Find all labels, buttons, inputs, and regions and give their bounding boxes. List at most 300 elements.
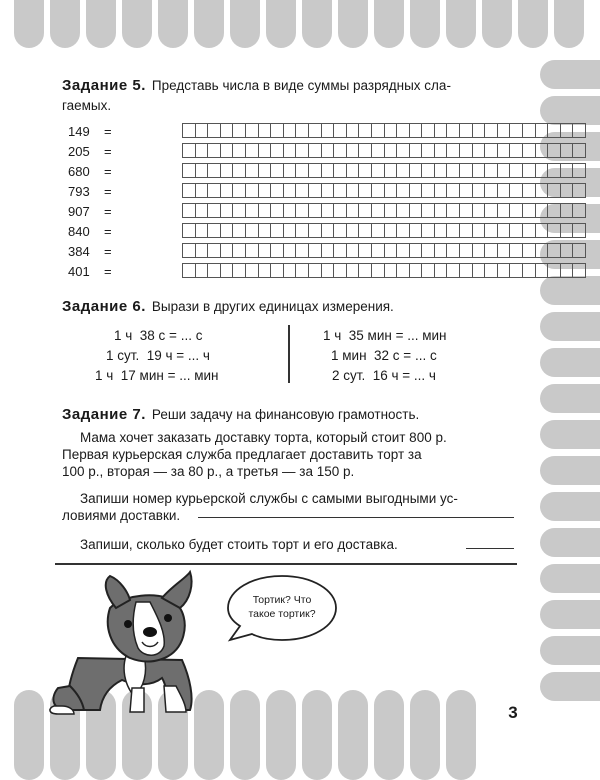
section-separator — [55, 563, 517, 565]
grid-cell[interactable] — [560, 183, 573, 198]
grid-cell[interactable] — [409, 243, 422, 258]
grid-cell[interactable] — [421, 163, 434, 178]
grid-cell[interactable] — [195, 203, 208, 218]
grid-cell[interactable] — [333, 263, 346, 278]
grid-cell[interactable] — [182, 163, 195, 178]
task7-problem-line3: 100 р., вторая — за 80 р., а третья — за 150 р. — [62, 464, 355, 479]
grid-cell[interactable] — [434, 243, 447, 258]
equals-sign: = — [104, 264, 112, 279]
grid-cell[interactable] — [547, 243, 560, 258]
grid-cell[interactable] — [346, 143, 359, 158]
answer-line-1[interactable] — [198, 517, 514, 518]
grid-cell[interactable] — [572, 203, 586, 218]
grid-cell[interactable] — [497, 143, 510, 158]
grid-cell[interactable] — [232, 223, 245, 238]
grid-cell[interactable] — [333, 123, 346, 138]
equals-sign: = — [104, 244, 112, 259]
grid-cell[interactable] — [358, 243, 371, 258]
grid-cell[interactable] — [409, 223, 422, 238]
grid-cell[interactable] — [321, 123, 334, 138]
grid-cell[interactable] — [384, 243, 397, 258]
grid-cell[interactable] — [547, 123, 560, 138]
grid-cell[interactable] — [497, 183, 510, 198]
grid-cell[interactable] — [409, 203, 422, 218]
grid-cell[interactable] — [195, 163, 208, 178]
grid-cell[interactable] — [572, 243, 586, 258]
grid-cell[interactable] — [497, 163, 510, 178]
grid-cell[interactable] — [522, 163, 535, 178]
grid-cell[interactable] — [220, 263, 233, 278]
grid-cell[interactable] — [371, 163, 384, 178]
answer-grid[interactable] — [182, 163, 586, 178]
grid-cell[interactable] — [321, 183, 334, 198]
grid-cell[interactable] — [384, 263, 397, 278]
task5-title — [62, 76, 516, 116]
grid-cell[interactable] — [434, 203, 447, 218]
grid-cell[interactable] — [472, 183, 485, 198]
grid-cell[interactable] — [270, 243, 283, 258]
task7-question1 — [62, 490, 516, 524]
grid-cell[interactable] — [371, 123, 384, 138]
grid-cell[interactable] — [421, 223, 434, 238]
conversion-left-1: 1 ч 38 с = ... с — [114, 328, 203, 343]
grid-cell[interactable] — [484, 223, 497, 238]
grid-cell[interactable] — [207, 143, 220, 158]
grid-cell[interactable] — [459, 143, 472, 158]
grid-cell[interactable] — [371, 183, 384, 198]
task7-text: Реши задачу на финансовую грамотность. — [151, 407, 420, 422]
conversion-divider — [288, 325, 290, 383]
grid-cell[interactable] — [434, 223, 447, 238]
grid-cell[interactable] — [547, 163, 560, 178]
grid-cell[interactable] — [421, 243, 434, 258]
grid-cell[interactable] — [572, 143, 586, 158]
grid-cell[interactable] — [333, 203, 346, 218]
grid-cell[interactable] — [371, 263, 384, 278]
grid-cell[interactable] — [270, 183, 283, 198]
grid-cell[interactable] — [207, 243, 220, 258]
grid-cell[interactable] — [207, 123, 220, 138]
grid-cell[interactable] — [333, 223, 346, 238]
grid-cell[interactable] — [409, 163, 422, 178]
grid-cell[interactable] — [207, 183, 220, 198]
grid-cell[interactable] — [346, 203, 359, 218]
grid-cell[interactable] — [396, 143, 409, 158]
grid-cell[interactable] — [522, 203, 535, 218]
row-number: 680 — [68, 164, 90, 179]
grid-cell[interactable] — [258, 263, 271, 278]
grid-cell[interactable] — [308, 123, 321, 138]
grid-cell[interactable] — [459, 263, 472, 278]
grid-cell[interactable] — [283, 143, 296, 158]
grid-cell[interactable] — [245, 143, 258, 158]
grid-cell[interactable] — [421, 123, 434, 138]
grid-cell[interactable] — [333, 243, 346, 258]
grid-cell[interactable] — [195, 143, 208, 158]
grid-cell[interactable] — [270, 123, 283, 138]
grid-cell[interactable] — [484, 183, 497, 198]
grid-cell[interactable] — [446, 163, 459, 178]
grid-cell[interactable] — [421, 143, 434, 158]
speech-line2: такое тортик? — [248, 608, 316, 620]
grid-cell[interactable] — [182, 243, 195, 258]
grid-cell[interactable] — [258, 183, 271, 198]
grid-cell[interactable] — [283, 263, 296, 278]
grid-cell[interactable] — [258, 143, 271, 158]
grid-cell[interactable] — [182, 123, 195, 138]
grid-cell[interactable] — [560, 223, 573, 238]
page-number: 3 — [508, 703, 518, 722]
grid-cell[interactable] — [308, 263, 321, 278]
grid-cell[interactable] — [572, 163, 586, 178]
grid-cell[interactable] — [509, 263, 522, 278]
grid-cell[interactable] — [434, 183, 447, 198]
grid-cell[interactable] — [195, 123, 208, 138]
grid-cell[interactable] — [459, 163, 472, 178]
grid-cell[interactable] — [182, 203, 195, 218]
grid-cell[interactable] — [509, 143, 522, 158]
grid-cell[interactable] — [472, 143, 485, 158]
grid-cell[interactable] — [535, 203, 548, 218]
grid-cell[interactable] — [472, 243, 485, 258]
grid-cell[interactable] — [321, 243, 334, 258]
equals-sign: = — [104, 204, 112, 219]
grid-cell[interactable] — [182, 223, 195, 238]
grid-cell[interactable] — [333, 183, 346, 198]
grid-cell[interactable] — [535, 243, 548, 258]
grid-cell[interactable] — [560, 263, 573, 278]
answer-line-2[interactable] — [466, 548, 514, 549]
grid-cell[interactable] — [446, 263, 459, 278]
number-row — [62, 143, 512, 160]
grid-cell[interactable] — [270, 263, 283, 278]
grid-cell[interactable] — [371, 223, 384, 238]
grid-cell[interactable] — [409, 143, 422, 158]
grid-cell[interactable] — [384, 203, 397, 218]
grid-cell[interactable] — [522, 123, 535, 138]
equals-sign: = — [104, 164, 112, 179]
grid-cell[interactable] — [560, 143, 573, 158]
answer-grid[interactable] — [182, 203, 586, 218]
grid-cell[interactable] — [346, 263, 359, 278]
task6-label: Задание 6. — [62, 298, 146, 315]
grid-cell[interactable] — [384, 163, 397, 178]
grid-cell[interactable] — [421, 263, 434, 278]
grid-cell[interactable] — [497, 263, 510, 278]
grid-cell[interactable] — [484, 123, 497, 138]
grid-cell[interactable] — [396, 203, 409, 218]
grid-cell[interactable] — [245, 263, 258, 278]
grid-cell[interactable] — [308, 143, 321, 158]
task7-question2: Запиши, сколько будет стоить торт и его доставка. — [80, 537, 398, 552]
grid-cell[interactable] — [509, 123, 522, 138]
top-tabs-decoration — [0, 0, 600, 50]
grid-cell[interactable] — [245, 203, 258, 218]
equals-sign: = — [104, 224, 112, 239]
answer-grid[interactable] — [182, 143, 586, 158]
grid-cell[interactable] — [207, 263, 220, 278]
grid-cell[interactable] — [484, 163, 497, 178]
grid-cell[interactable] — [472, 263, 485, 278]
grid-cell[interactable] — [535, 263, 548, 278]
grid-cell[interactable] — [522, 243, 535, 258]
row-number: 907 — [68, 204, 90, 219]
grid-cell[interactable] — [295, 183, 308, 198]
grid-cell[interactable] — [497, 223, 510, 238]
grid-cell[interactable] — [484, 143, 497, 158]
grid-cell[interactable] — [535, 223, 548, 238]
grid-cell[interactable] — [258, 223, 271, 238]
grid-cell[interactable] — [358, 223, 371, 238]
grid-cell[interactable] — [547, 263, 560, 278]
grid-cell[interactable] — [459, 123, 472, 138]
grid-cell[interactable] — [308, 243, 321, 258]
grid-cell[interactable] — [522, 263, 535, 278]
number-row — [62, 263, 512, 280]
grid-cell[interactable] — [371, 143, 384, 158]
grid-cell[interactable] — [321, 143, 334, 158]
grid-cell[interactable] — [396, 263, 409, 278]
grid-cell[interactable] — [245, 123, 258, 138]
grid-cell[interactable] — [258, 163, 271, 178]
grid-cell[interactable] — [472, 123, 485, 138]
grid-cell[interactable] — [232, 183, 245, 198]
grid-cell[interactable] — [371, 203, 384, 218]
grid-cell[interactable] — [220, 143, 233, 158]
grid-cell[interactable] — [434, 163, 447, 178]
grid-cell[interactable] — [308, 203, 321, 218]
row-number: 793 — [68, 184, 90, 199]
grid-cell[interactable] — [358, 183, 371, 198]
grid-cell[interactable] — [560, 203, 573, 218]
grid-cell[interactable] — [346, 223, 359, 238]
grid-cell[interactable] — [522, 223, 535, 238]
grid-cell[interactable] — [308, 163, 321, 178]
number-row — [62, 223, 512, 240]
grid-cell[interactable] — [358, 123, 371, 138]
grid-cell[interactable] — [459, 203, 472, 218]
task5-text-line2: гаемых. — [62, 98, 112, 113]
grid-cell[interactable] — [220, 243, 233, 258]
grid-cell[interactable] — [409, 263, 422, 278]
grid-cell[interactable] — [560, 163, 573, 178]
grid-cell[interactable] — [245, 163, 258, 178]
grid-cell[interactable] — [346, 243, 359, 258]
grid-cell[interactable] — [434, 123, 447, 138]
grid-cell[interactable] — [535, 143, 548, 158]
grid-cell[interactable] — [321, 263, 334, 278]
grid-cell[interactable] — [535, 163, 548, 178]
grid-cell[interactable] — [484, 263, 497, 278]
grid-cell[interactable] — [384, 223, 397, 238]
grid-cell[interactable] — [308, 223, 321, 238]
grid-cell[interactable] — [472, 163, 485, 178]
grid-cell[interactable] — [384, 143, 397, 158]
grid-cell[interactable] — [333, 163, 346, 178]
grid-cell[interactable] — [295, 123, 308, 138]
grid-cell[interactable] — [547, 203, 560, 218]
grid-cell[interactable] — [572, 263, 586, 278]
grid-cell[interactable] — [295, 243, 308, 258]
conversion-right-1: 1 ч 35 мин = ... мин — [323, 328, 447, 343]
grid-cell[interactable] — [283, 183, 296, 198]
grid-cell[interactable] — [509, 223, 522, 238]
grid-cell[interactable] — [232, 243, 245, 258]
grid-cell[interactable] — [535, 183, 548, 198]
grid-cell[interactable] — [220, 183, 233, 198]
grid-cell[interactable] — [421, 203, 434, 218]
grid-cell[interactable] — [333, 143, 346, 158]
grid-cell[interactable] — [195, 223, 208, 238]
grid-cell[interactable] — [308, 183, 321, 198]
grid-cell[interactable] — [434, 263, 447, 278]
equals-sign: = — [104, 124, 112, 139]
row-number: 149 — [68, 124, 90, 139]
grid-cell[interactable] — [459, 183, 472, 198]
grid-cell[interactable] — [396, 123, 409, 138]
grid-cell[interactable] — [522, 143, 535, 158]
speech-line1: Тортик? Что — [252, 594, 312, 606]
right-tabs-decoration — [530, 0, 600, 750]
grid-cell[interactable] — [283, 223, 296, 238]
grid-cell[interactable] — [459, 243, 472, 258]
grid-cell[interactable] — [295, 203, 308, 218]
grid-cell[interactable] — [472, 203, 485, 218]
grid-cell[interactable] — [509, 203, 522, 218]
grid-cell[interactable] — [396, 243, 409, 258]
grid-cell[interactable] — [207, 223, 220, 238]
grid-cell[interactable] — [258, 203, 271, 218]
task7-question1-line2: ловиями доставки. — [62, 508, 181, 523]
grid-cell[interactable] — [497, 123, 510, 138]
grid-cell[interactable] — [396, 163, 409, 178]
grid-cell[interactable] — [270, 203, 283, 218]
grid-cell[interactable] — [270, 143, 283, 158]
grid-cell[interactable] — [232, 163, 245, 178]
grid-cell[interactable] — [434, 143, 447, 158]
grid-cell[interactable] — [384, 123, 397, 138]
grid-cell[interactable] — [560, 123, 573, 138]
answer-grid[interactable] — [182, 263, 586, 278]
grid-cell[interactable] — [396, 183, 409, 198]
grid-cell[interactable] — [572, 123, 586, 138]
grid-cell[interactable] — [547, 143, 560, 158]
grid-cell[interactable] — [295, 163, 308, 178]
conversion-left-3: 1 ч 17 мин = ... мин — [95, 368, 219, 383]
grid-cell[interactable] — [409, 123, 422, 138]
grid-cell[interactable] — [346, 183, 359, 198]
grid-cell[interactable] — [321, 203, 334, 218]
grid-cell[interactable] — [283, 203, 296, 218]
grid-cell[interactable] — [446, 223, 459, 238]
grid-cell[interactable] — [245, 243, 258, 258]
grid-cell[interactable] — [295, 143, 308, 158]
task7-question1-line1: Запиши номер курьерской службы с самыми выгодными ус- — [80, 491, 458, 506]
grid-cell[interactable] — [182, 263, 195, 278]
grid-cell[interactable] — [484, 203, 497, 218]
grid-cell[interactable] — [270, 223, 283, 238]
grid-cell[interactable] — [207, 163, 220, 178]
grid-cell[interactable] — [358, 143, 371, 158]
grid-cell[interactable] — [446, 203, 459, 218]
grid-cell[interactable] — [207, 203, 220, 218]
grid-cell[interactable] — [346, 163, 359, 178]
grid-cell[interactable] — [232, 123, 245, 138]
grid-cell[interactable] — [396, 223, 409, 238]
grid-cell[interactable] — [295, 263, 308, 278]
grid-cell[interactable] — [245, 223, 258, 238]
grid-cell[interactable] — [497, 243, 510, 258]
grid-cell[interactable] — [232, 263, 245, 278]
grid-cell[interactable] — [509, 183, 522, 198]
grid-cell[interactable] — [220, 123, 233, 138]
grid-cell[interactable] — [220, 223, 233, 238]
answer-grid[interactable] — [182, 123, 586, 138]
grid-cell[interactable] — [346, 123, 359, 138]
grid-cell[interactable] — [245, 183, 258, 198]
grid-cell[interactable] — [472, 223, 485, 238]
answer-grid[interactable] — [182, 243, 586, 258]
grid-cell[interactable] — [321, 163, 334, 178]
grid-cell[interactable] — [358, 263, 371, 278]
grid-cell[interactable] — [572, 183, 586, 198]
answer-grid[interactable] — [182, 223, 586, 238]
grid-cell[interactable] — [182, 143, 195, 158]
grid-cell[interactable] — [195, 243, 208, 258]
grid-cell[interactable] — [560, 243, 573, 258]
grid-cell[interactable] — [384, 183, 397, 198]
grid-cell[interactable] — [572, 223, 586, 238]
conversion-left-2: 1 сут. 19 ч = ... ч — [106, 348, 210, 363]
grid-cell[interactable] — [409, 183, 422, 198]
grid-cell[interactable] — [182, 183, 195, 198]
grid-cell[interactable] — [459, 223, 472, 238]
grid-cell[interactable] — [535, 123, 548, 138]
grid-cell[interactable] — [446, 143, 459, 158]
grid-cell[interactable] — [547, 183, 560, 198]
grid-cell[interactable] — [321, 223, 334, 238]
grid-cell[interactable] — [232, 203, 245, 218]
grid-cell[interactable] — [358, 203, 371, 218]
grid-cell[interactable] — [283, 243, 296, 258]
answer-grid[interactable] — [182, 183, 586, 198]
grid-cell[interactable] — [220, 163, 233, 178]
grid-cell[interactable] — [220, 203, 233, 218]
grid-cell[interactable] — [258, 123, 271, 138]
grid-cell[interactable] — [232, 143, 245, 158]
grid-cell[interactable] — [258, 243, 271, 258]
grid-cell[interactable] — [283, 123, 296, 138]
task7-title — [62, 405, 516, 425]
grid-cell[interactable] — [195, 183, 208, 198]
grid-cell[interactable] — [270, 163, 283, 178]
grid-cell[interactable] — [371, 243, 384, 258]
grid-cell[interactable] — [358, 163, 371, 178]
grid-cell[interactable] — [509, 163, 522, 178]
grid-cell[interactable] — [522, 183, 535, 198]
grid-cell[interactable] — [195, 263, 208, 278]
grid-cell[interactable] — [484, 243, 497, 258]
grid-cell[interactable] — [547, 223, 560, 238]
grid-cell[interactable] — [421, 183, 434, 198]
grid-cell[interactable] — [497, 203, 510, 218]
grid-cell[interactable] — [446, 243, 459, 258]
grid-cell[interactable] — [446, 123, 459, 138]
grid-cell[interactable] — [446, 183, 459, 198]
grid-cell[interactable] — [295, 223, 308, 238]
grid-cell[interactable] — [283, 163, 296, 178]
grid-cell[interactable] — [509, 243, 522, 258]
